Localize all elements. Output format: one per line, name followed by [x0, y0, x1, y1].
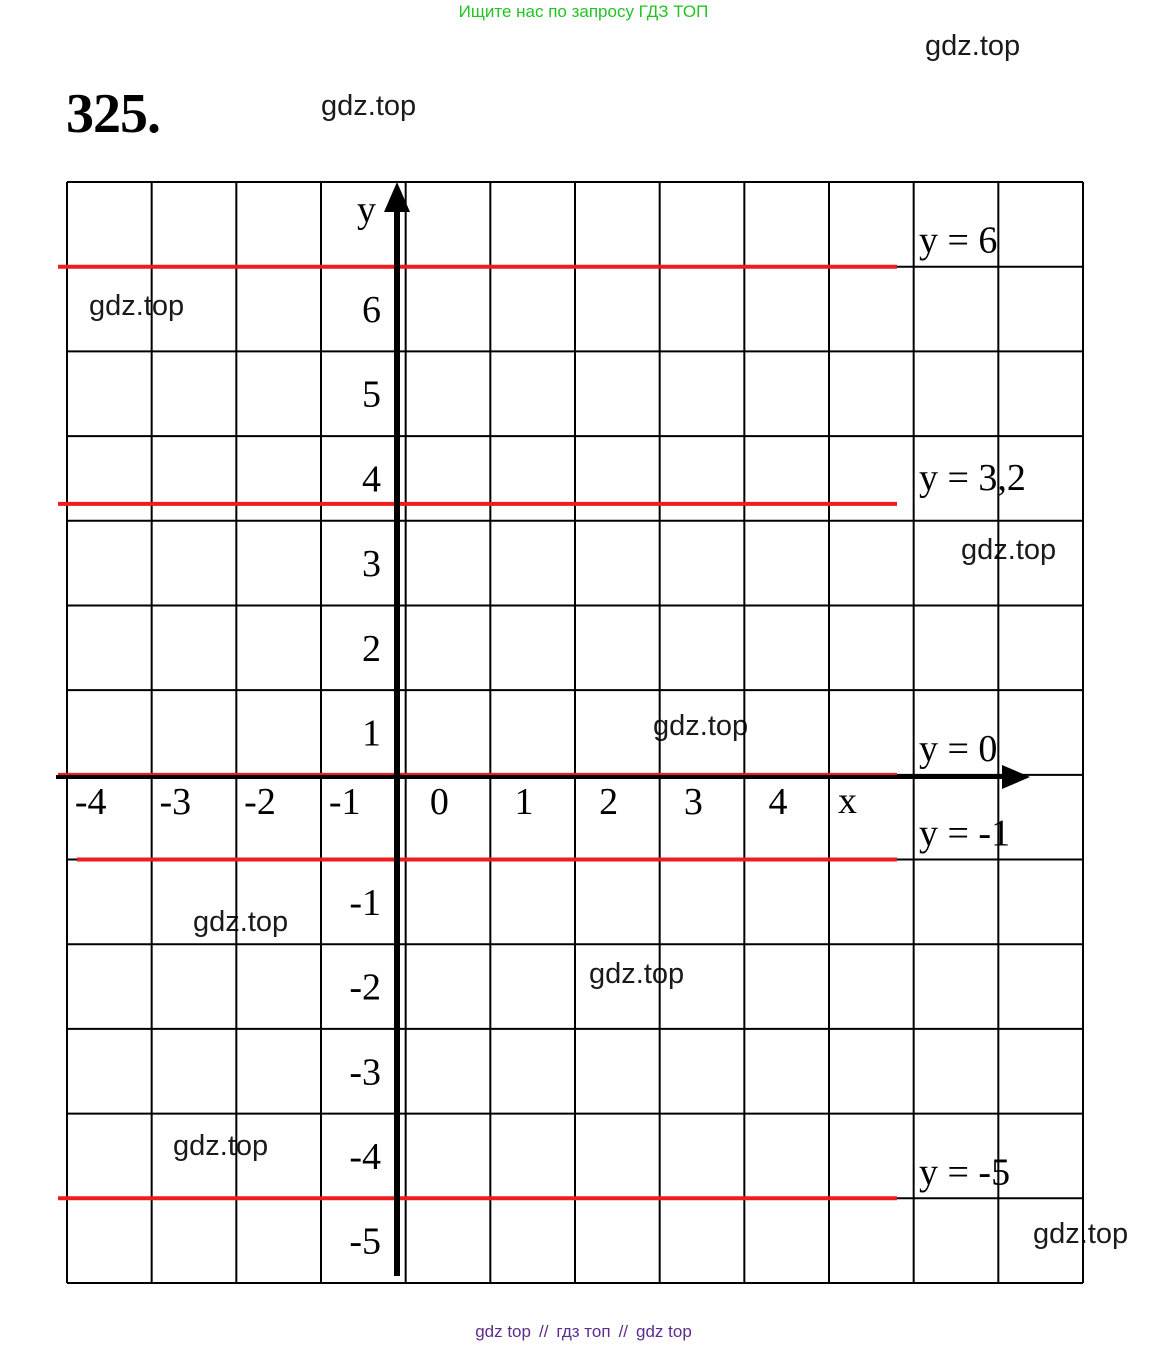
y-tick-label: 6	[362, 289, 381, 332]
watermark: gdz.top	[89, 290, 185, 322]
y-tick-label: -3	[349, 1051, 381, 1094]
footer-link-left[interactable]: gdz top	[475, 1322, 531, 1341]
y-tick-label: 1	[362, 712, 381, 755]
x-axis-arrow-icon	[1002, 765, 1030, 789]
watermark: gdz.top	[173, 1130, 269, 1162]
x-tick-label: -1	[328, 781, 361, 823]
footer-link-middle[interactable]: гдз топ	[556, 1322, 611, 1341]
series-label: y = -5	[919, 1151, 1011, 1194]
y-axis-label: y	[357, 189, 376, 231]
axes	[56, 182, 1030, 1276]
watermark: gdz.top	[653, 710, 749, 742]
series-label: y = 6	[919, 219, 998, 262]
x-axis-label: x	[838, 780, 857, 822]
footer-link-right[interactable]: gdz top	[636, 1322, 692, 1341]
y-tick-label: 3	[362, 543, 381, 586]
x-tick-label: 1	[514, 781, 534, 823]
footer	[0, 1322, 1167, 1342]
x-tick-label: -3	[159, 781, 192, 823]
watermark: gdz.top	[925, 30, 1021, 62]
watermark: gdz.top	[193, 906, 289, 938]
series-label: y = 3,2	[919, 456, 1026, 499]
footer-separator: //	[618, 1322, 629, 1341]
y-tick-label: -1	[349, 881, 381, 924]
watermark: gdz.top	[1033, 1218, 1129, 1250]
x-tick-label: 0	[429, 781, 449, 823]
x-tick-label: -2	[244, 781, 276, 823]
y-tick-label: 5	[362, 373, 381, 416]
y-tick-label: 2	[362, 627, 381, 670]
watermark: gdz.top	[589, 958, 685, 990]
series-label: y = -1	[919, 812, 1011, 855]
y-tick-label: -5	[349, 1220, 381, 1263]
x-tick-label: 3	[683, 781, 703, 823]
y-tick-label: -2	[349, 966, 381, 1009]
x-tick-label: -4	[74, 781, 107, 823]
footer-separator: //	[538, 1322, 549, 1341]
problem-number: 325.	[66, 83, 160, 145]
line-series	[58, 267, 897, 1199]
y-tick-label: 4	[362, 458, 381, 501]
series-label: y = 0	[919, 727, 998, 770]
tick-labels	[75, 189, 1026, 1263]
x-tick-label: 2	[599, 781, 619, 823]
x-tick-label: 4	[768, 781, 788, 823]
watermark: gdz.top	[961, 534, 1057, 566]
search-banner[interactable]: Ищите нас по запросу ГДЗ ТОП	[458, 2, 709, 21]
watermark: gdz.top	[321, 90, 417, 122]
y-tick-label: -4	[349, 1135, 381, 1178]
